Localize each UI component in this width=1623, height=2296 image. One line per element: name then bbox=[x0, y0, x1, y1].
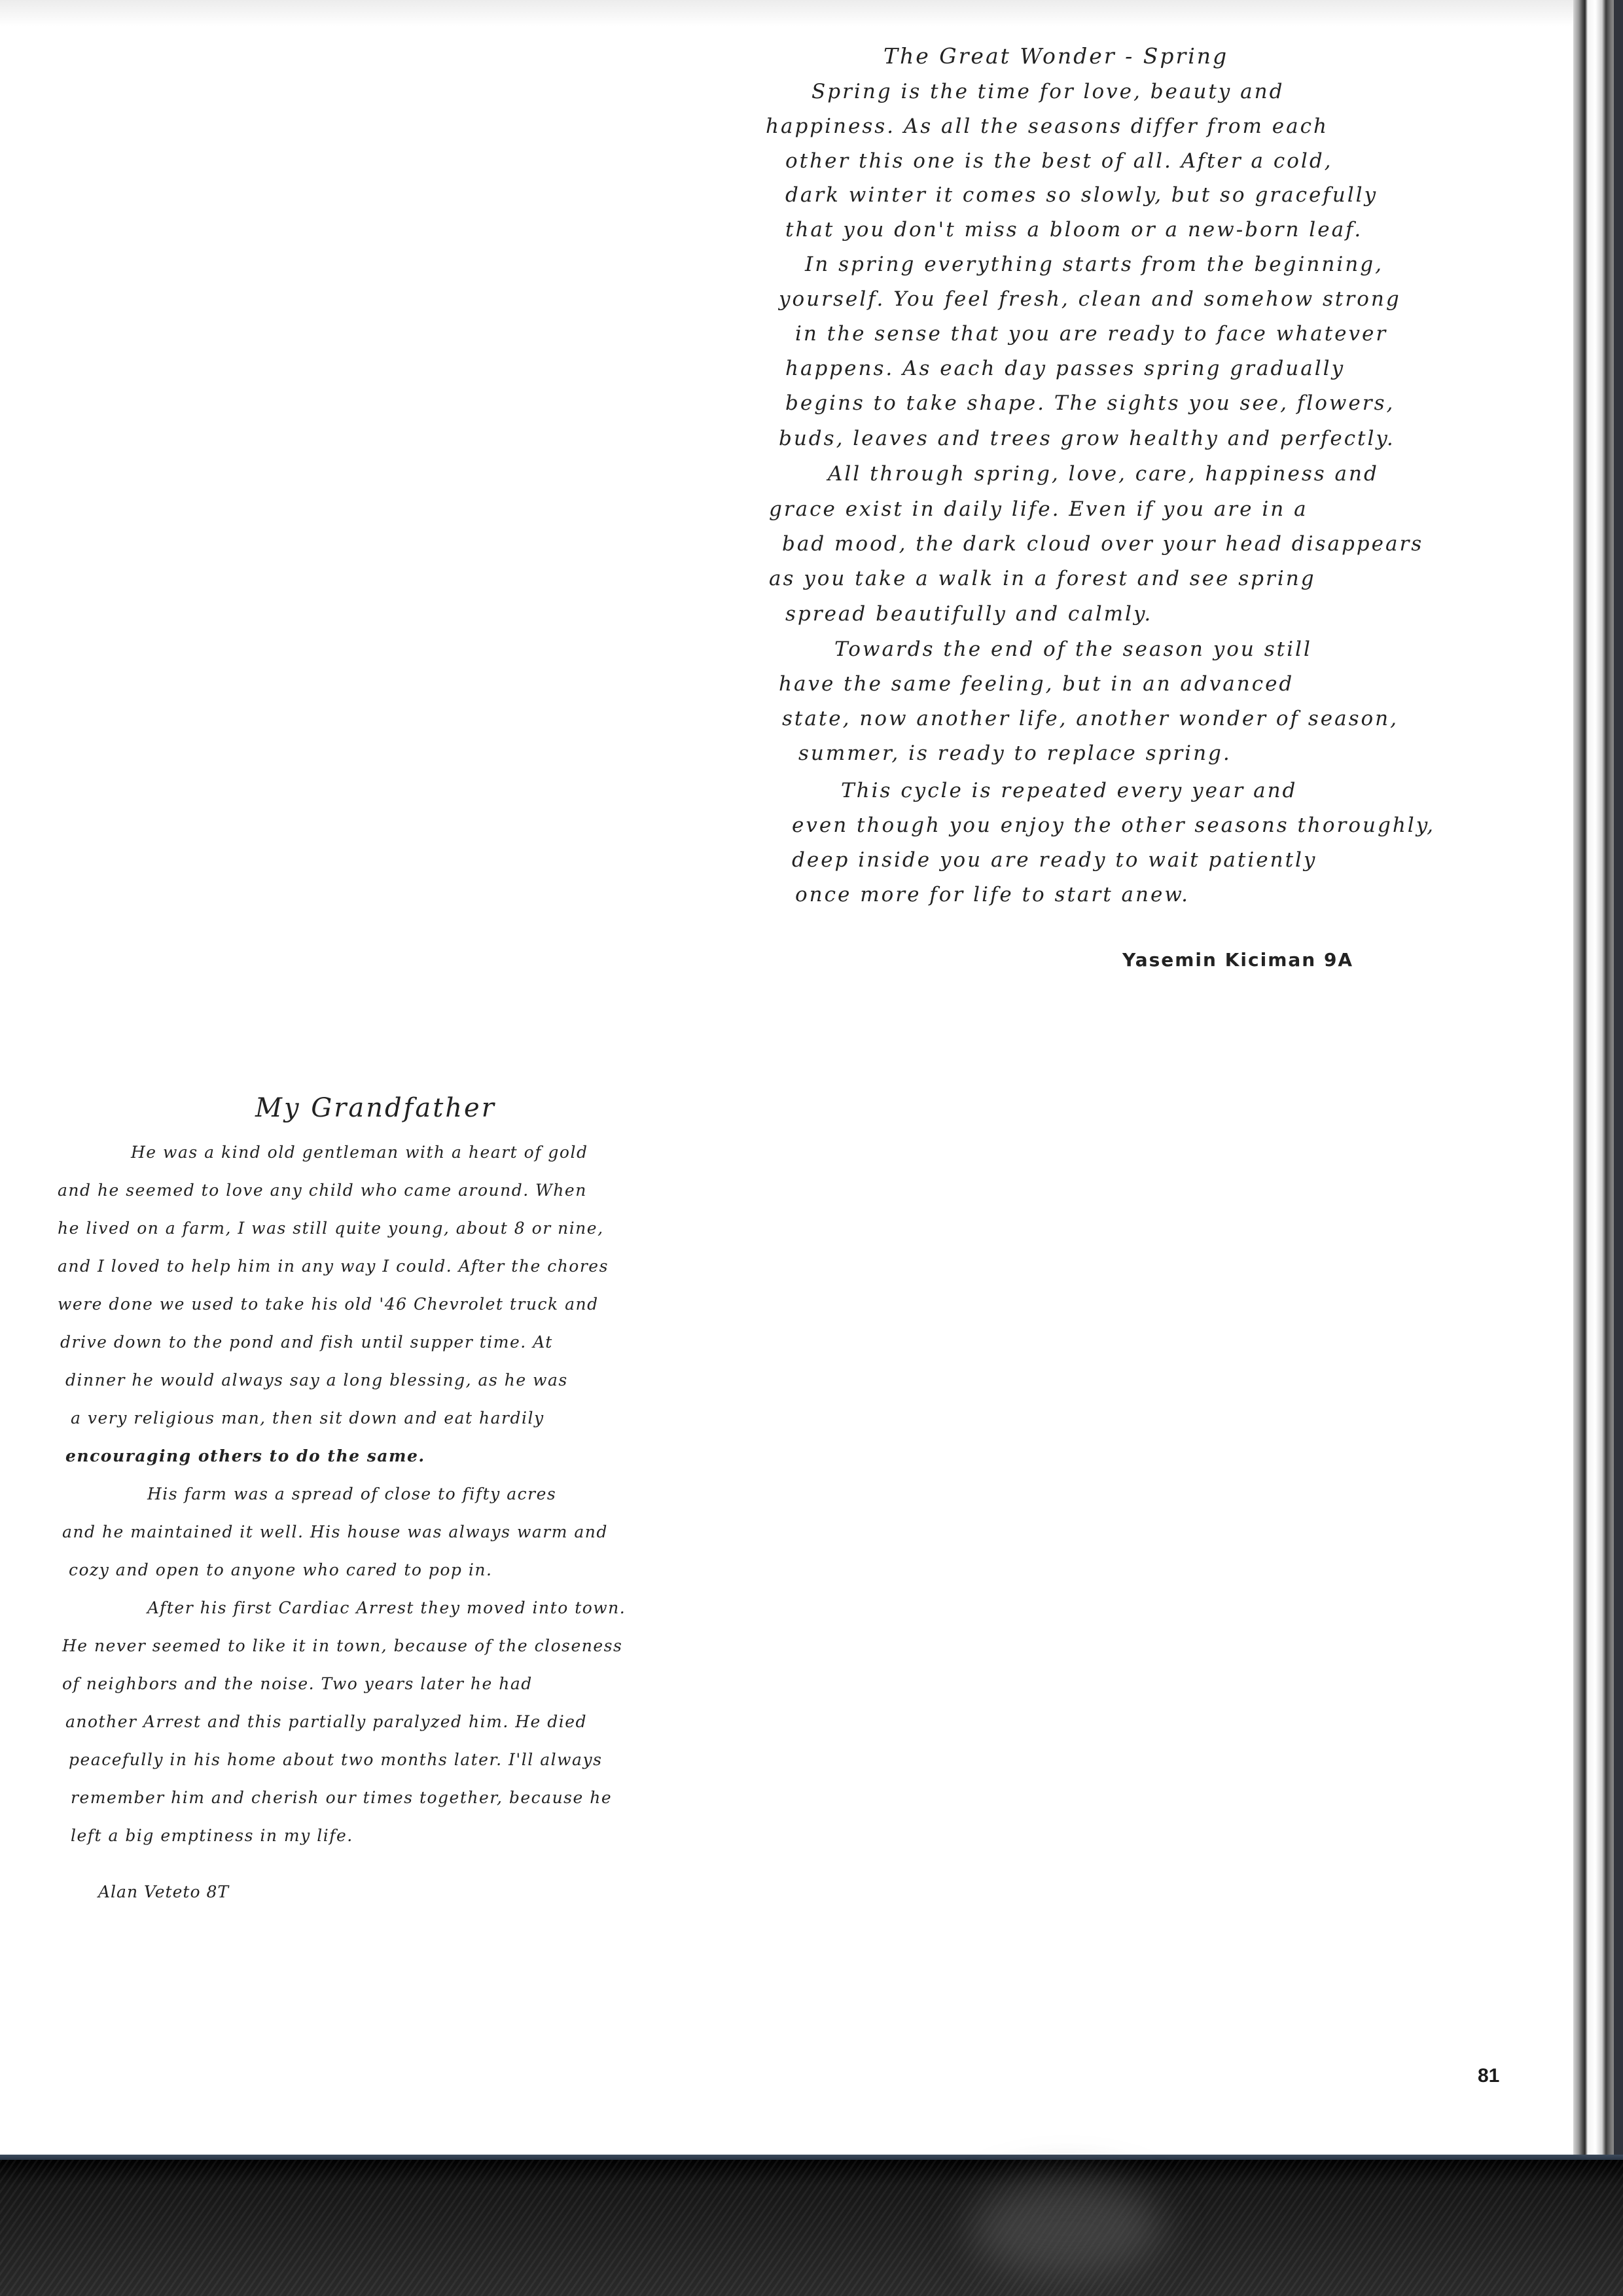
grandfather-line: dinner he would always say a long blessing, as he was bbox=[65, 1371, 568, 1390]
grandfather-line: and he seemed to love any child who came around. When bbox=[58, 1181, 587, 1200]
grandfather-line: He never seemed to like it in town, because of the closeness bbox=[62, 1636, 623, 1655]
spring-line: spread beautifully and calmly. bbox=[785, 602, 1153, 626]
grandfather-line: His farm was a spread of close to fifty acres bbox=[147, 1484, 557, 1503]
spring-line: in the sense that you are ready to face whatever bbox=[795, 322, 1388, 346]
spring-line: summer, is ready to replace spring. bbox=[798, 742, 1232, 765]
spring-essay-author: Yasemin Kiciman 9A bbox=[1122, 949, 1354, 971]
spring-line: This cycle is repeated every year and bbox=[841, 779, 1298, 802]
grandfather-line: another Arrest and this partially paralyzed him. He died bbox=[65, 1712, 588, 1731]
grandfather-essay bbox=[0, 1047, 851, 1964]
spring-line: deep inside you are ready to wait patiently bbox=[792, 848, 1317, 872]
scanner-bed bbox=[0, 2160, 1623, 2296]
grandfather-line: and he maintained it well. His house was always warm and bbox=[62, 1522, 608, 1541]
spring-line: In spring everything starts from the beginning, bbox=[805, 253, 1383, 276]
grandfather-line: encouraging others to do the same. bbox=[65, 1446, 425, 1465]
spring-essay bbox=[0, 0, 1571, 1047]
grandfather-essay-author: Alan Veteto 8T bbox=[98, 1882, 230, 1901]
spring-line: All through spring, love, care, happiness and bbox=[828, 462, 1379, 486]
spring-line: happiness. As all the seasons differ from each bbox=[766, 115, 1329, 138]
grandfather-line: cozy and open to anyone who cared to pop in. bbox=[69, 1560, 493, 1579]
spring-line: once more for life to start anew. bbox=[795, 883, 1190, 906]
spring-line: as you take a walk in a forest and see spring bbox=[769, 567, 1316, 590]
spring-line: Spring is the time for love, beauty and bbox=[812, 80, 1285, 103]
spring-line: other this one is the best of all. After a cold, bbox=[785, 149, 1333, 173]
spring-line: even though you enjoy the other seasons thoroughly, bbox=[792, 814, 1435, 837]
grandfather-essay-title: My Grandfather bbox=[255, 1093, 496, 1123]
spring-line: buds, leaves and trees grow healthy and perfectly. bbox=[779, 427, 1395, 450]
spring-line: that you don't miss a bloom or a new-born leaf. bbox=[785, 218, 1363, 242]
scanner-shadow bbox=[969, 2179, 1165, 2278]
grandfather-line: drive down to the pond and fish until supper time. At bbox=[60, 1333, 553, 1352]
grandfather-line: a very religious man, then sit down and eat hardily bbox=[71, 1408, 544, 1427]
page-number: 81 bbox=[1478, 2065, 1500, 2087]
grandfather-line: were done we used to take his old '46 Chevrolet truck and bbox=[58, 1295, 599, 1314]
spring-line: have the same feeling, but in an advanced bbox=[779, 672, 1294, 696]
grandfather-line: of neighbors and the noise. Two years later he had bbox=[62, 1674, 533, 1693]
spring-line: yourself. You feel fresh, clean and somehow strong bbox=[779, 287, 1401, 311]
spring-line: state, now another life, another wonder of season, bbox=[782, 707, 1399, 730]
grandfather-line: he lived on a farm, I was still quite young, about 8 or nine, bbox=[58, 1219, 604, 1238]
spring-line: grace exist in daily life. Even if you are in a bbox=[769, 497, 1308, 521]
book-cover-edge-right bbox=[1614, 0, 1623, 2160]
spring-line: Towards the end of the season you still bbox=[834, 637, 1312, 661]
spring-line: happens. As each day passes spring gradually bbox=[785, 357, 1346, 380]
grandfather-line: After his first Cardiac Arrest they moved into town. bbox=[147, 1598, 626, 1617]
spring-line: bad mood, the dark cloud over your head disappears bbox=[782, 532, 1424, 556]
spring-line: dark winter it comes so slowly, but so gracefully bbox=[785, 183, 1378, 207]
grandfather-line: and I loved to help him in any way I could. After the chores bbox=[58, 1257, 609, 1276]
grandfather-line: left a big emptiness in my life. bbox=[71, 1826, 353, 1845]
grandfather-line: He was a kind old gentleman with a heart of gold bbox=[131, 1143, 588, 1162]
grandfather-line: peacefully in his home about two months later. I'll always bbox=[69, 1750, 603, 1769]
spring-essay-title: The Great Wonder - Spring bbox=[883, 43, 1229, 69]
spring-line: begins to take shape. The sights you see, flowers, bbox=[785, 391, 1395, 415]
grandfather-line: remember him and cherish our times together, because he bbox=[71, 1788, 613, 1807]
